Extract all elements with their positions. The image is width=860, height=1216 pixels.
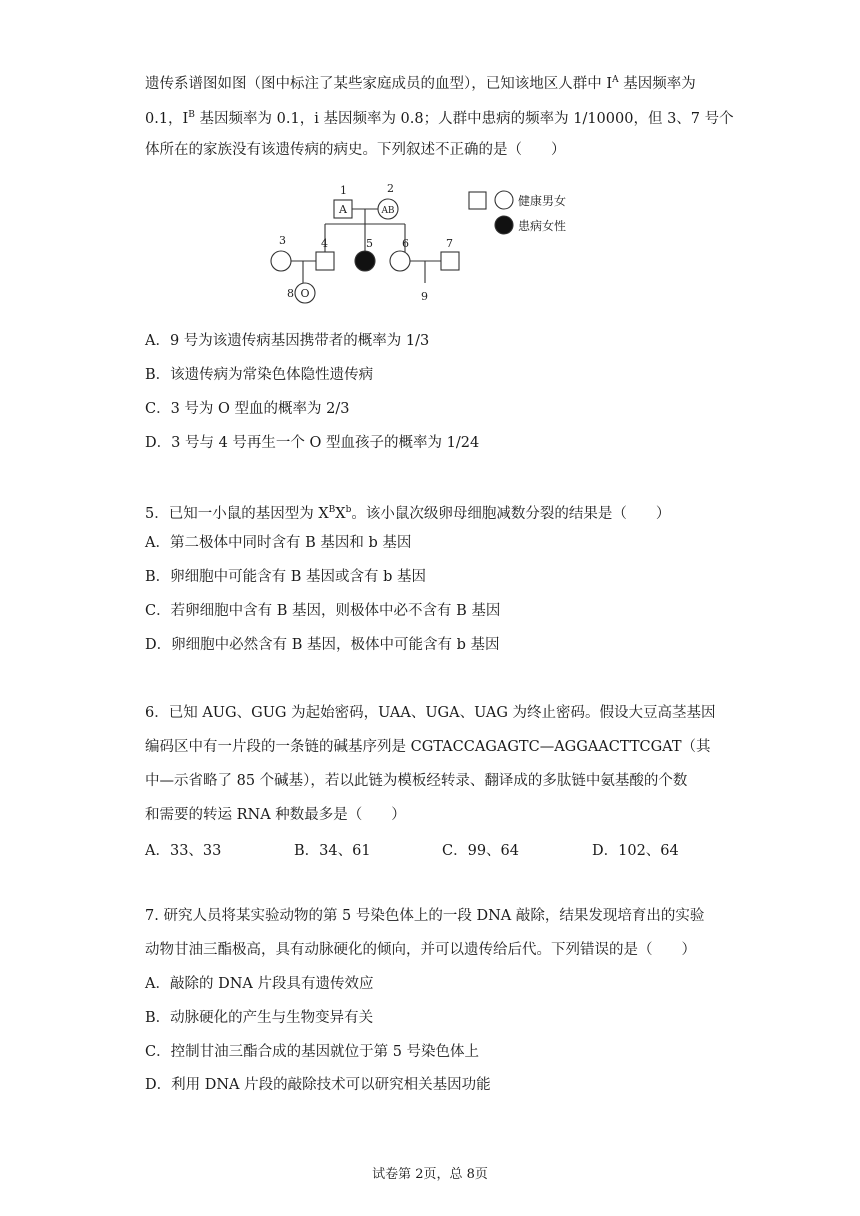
pedigree-number: 6 bbox=[402, 237, 409, 250]
legend-female-symbol bbox=[495, 191, 513, 209]
individual-7-male bbox=[441, 252, 459, 270]
q7-option-b: B．动脉硬化的产生与生物变异有关 bbox=[145, 1010, 374, 1026]
q5-option-a: A．第二极体中同时含有 B 基因和 b 基因 bbox=[145, 535, 412, 551]
q4-option-b: B．该遗传病为常染色体隐性遗传病 bbox=[145, 367, 374, 383]
legend-healthy-label: 健康男女 bbox=[518, 194, 567, 208]
individual-3-female bbox=[271, 251, 291, 271]
pedigree-number: 5 bbox=[366, 237, 373, 250]
blood-type-8: O bbox=[300, 287, 310, 300]
legend-affected-label: 患病女性 bbox=[518, 219, 567, 233]
q6-option-d: D．102、64 bbox=[592, 843, 679, 859]
q7-stem-line-1: 7. 研究人员将某实验动物的第 5 号染色体上的一段 DNA 敲除，结果发现培育出的实验 bbox=[145, 908, 705, 924]
pedigree-number: 4 bbox=[321, 237, 328, 250]
legend-male-symbol bbox=[469, 192, 486, 209]
pedigree-number: 1 bbox=[340, 184, 347, 197]
q6-stem-line-4: 和需要的转运 RNA 种数最多是（ ） bbox=[145, 807, 406, 823]
q4-option-a: A．9 号为该遗传病基因携带者的概率为 1/3 bbox=[145, 333, 430, 349]
individual-4-male bbox=[316, 252, 334, 270]
q4-stem-line-3: 体所在的家族没有该遗传病的病史。下列叙述不正确的是（ ） bbox=[145, 142, 566, 158]
blood-type-1: A bbox=[339, 203, 347, 216]
blood-type-2: AB bbox=[381, 206, 395, 216]
individual-6-female bbox=[390, 251, 410, 271]
page-footer: 试卷第 2页，总 8页 bbox=[372, 1167, 488, 1182]
legend-affected-symbol bbox=[495, 216, 513, 234]
q5-option-c: C．若卵细胞中含有 B 基因，则极体中必不含有 B 基因 bbox=[145, 603, 501, 619]
q4-option-d: D．3 号与 4 号再生一个 O 型血孩子的概率为 1/24 bbox=[145, 435, 480, 451]
q5-option-d: D．卵细胞中必然含有 B 基因，极体中可能含有 b 基因 bbox=[145, 637, 500, 653]
q7-option-c: C．控制甘油三酯合成的基因就位于第 5 号染色体上 bbox=[145, 1044, 480, 1060]
q5-stem: 5．已知一小鼠的基因型为 $X^BX^b$。该小鼠次级卵母细胞减数分裂的结果是（ ） bbox=[145, 505, 671, 522]
q6-stem-line-2: 编码区中有一片段的一条链的碱基序列是 CGTACCAGAGTC—AGGAACTTCGAT（其 bbox=[145, 739, 711, 755]
q7-stem-line-2: 动物甘油三酯极高，具有动脉硬化的倾向，并可以遗传给后代。下列错误的是（ ） bbox=[145, 942, 696, 958]
q6-option-b: B．34、61 bbox=[294, 843, 371, 859]
pedigree-number: 7 bbox=[446, 237, 453, 250]
q7-option-a: A．敲除的 DNA 片段具有遗传效应 bbox=[145, 976, 374, 992]
q4-option-c: C．3 号为 O 型血的概率为 2/3 bbox=[145, 401, 350, 417]
q6-option-c: C．99、64 bbox=[442, 843, 519, 859]
q5-option-b: B．卵细胞中可能含有 B 基因或含有 b 基因 bbox=[145, 569, 427, 585]
q6-options bbox=[0, 839, 860, 861]
q6-option-a: A．33、33 bbox=[145, 843, 222, 859]
q7-option-d: D．利用 DNA 片段的敲除技术可以研究相关基因功能 bbox=[145, 1077, 491, 1093]
individual-5-affected-female bbox=[355, 251, 375, 271]
pedigree-number: 9 bbox=[421, 290, 428, 303]
q4-stem-line-2: 0.1，$I^B$ 基因频率为 0.1，i 基因频率为 0.8；人群中患病的频率为 1/10000，但 3、7 号个 bbox=[145, 110, 734, 127]
q6-stem-line-1: 6．已知 AUG、GUG 为起始密码，UAA、UGA、UAG 为终止密码。假设大豆高茎基因 bbox=[145, 705, 716, 721]
pedigree-number: 2 bbox=[387, 182, 394, 195]
pedigree-number: 8 bbox=[287, 287, 294, 300]
q4-stem-line-1: 遗传系谱图如图（图中标注了某些家庭成员的血型），已知该地区人群中 $I^A$ 基因频率为 bbox=[145, 75, 696, 92]
q6-stem-line-3: 中—示省略了 85 个碱基），若以此链为模板经转录、翻译成的多肽链中氨基酸的个数 bbox=[145, 773, 688, 789]
pedigree-number: 3 bbox=[279, 234, 286, 247]
pedigree-diagram bbox=[255, 180, 595, 305]
